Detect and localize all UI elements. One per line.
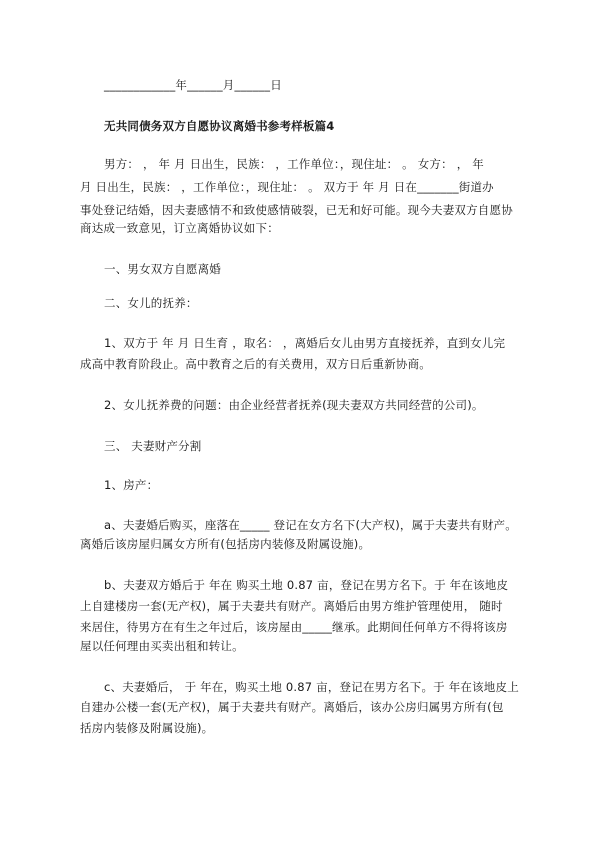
clause-c-line-3: 括房内装修及附属设施)。 <box>80 721 214 735</box>
clause-a-line-2: 离婚后该房屋归属女方所有(包括房内装修及附属设施)。 <box>80 537 371 551</box>
clause-b-line-2: 上自建楼房一套(无产权)，属于夫妻共有财产。离婚后由男方维护管理使用， 随时 <box>80 599 503 613</box>
date-line: ____________年______月______日 <box>104 78 282 92</box>
section-3-heading: 三、 夫妻财产分割 <box>104 439 202 453</box>
clause-a-line-1: a、夫妻婚后购买，座落在_____ 登记在女方名下(大产权)，属于夫妻共有财产。 <box>104 518 517 532</box>
section-2-heading: 二、女儿的抚养： <box>104 296 198 310</box>
intro-line-4: 商达成一致意见，订立离婚协议如下： <box>80 221 279 235</box>
clause-c-line-1: c、夫妻婚后， 于 年在，购买土地 0.87 亩，登记在男方名下。于 年在该地皮上 <box>104 680 519 694</box>
clause-b-line-4: 屋以任何理由买卖出租和转让。 <box>80 639 244 653</box>
clause-2-1-line-2: 成高中教育阶段止。高中教育之后的有关费用，双方日后重新协商。 <box>80 357 431 371</box>
clause-b-line-3: 来居住，待男方在有生之年过后，该房屋由_____继承。此期间任何单方不得将该房 <box>80 620 508 634</box>
intro-line-2: 月 日出生，民族： ，工作单位：，现住址： 。 双方于 年 月 日在_______街道办 <box>80 180 494 194</box>
clause-b-line-1: b、夫妻双方婚后于 年在 购买土地 0.87 亩，登记在男方名下。于 年在该地皮 <box>104 578 509 592</box>
clause-2-2: 2、女儿抚养费的问题：由企业经营者抚养(现夫妻双方共同经营的公司)。 <box>104 398 484 412</box>
clause-3-1: 1、房产： <box>104 478 159 492</box>
intro-line-1: 男方： ， 年 月 日出生，民族： ，工作单位：，现住址： 。 女方： ， 年 <box>104 157 484 171</box>
document-title: 无共同债务双方自愿协议离婚书参考样板篇4 <box>104 119 335 133</box>
intro-line-3: 事处登记结婚，因夫妻感情不和致使感情破裂，已无和好可能。现今夫妻双方自愿协 <box>80 203 513 217</box>
section-1-heading: 一、男女双方自愿离婚 <box>104 262 221 276</box>
clause-c-line-2: 自建办公楼一套(无产权)，属于夫妻共有财产。离婚后，该办公房归属男方所有(包 <box>80 700 504 714</box>
clause-2-1-line-1: 1、双方于 年 月 日生育 ，取名： ，离婚后女儿由男方直接抚养，直到女儿完 <box>104 336 506 350</box>
